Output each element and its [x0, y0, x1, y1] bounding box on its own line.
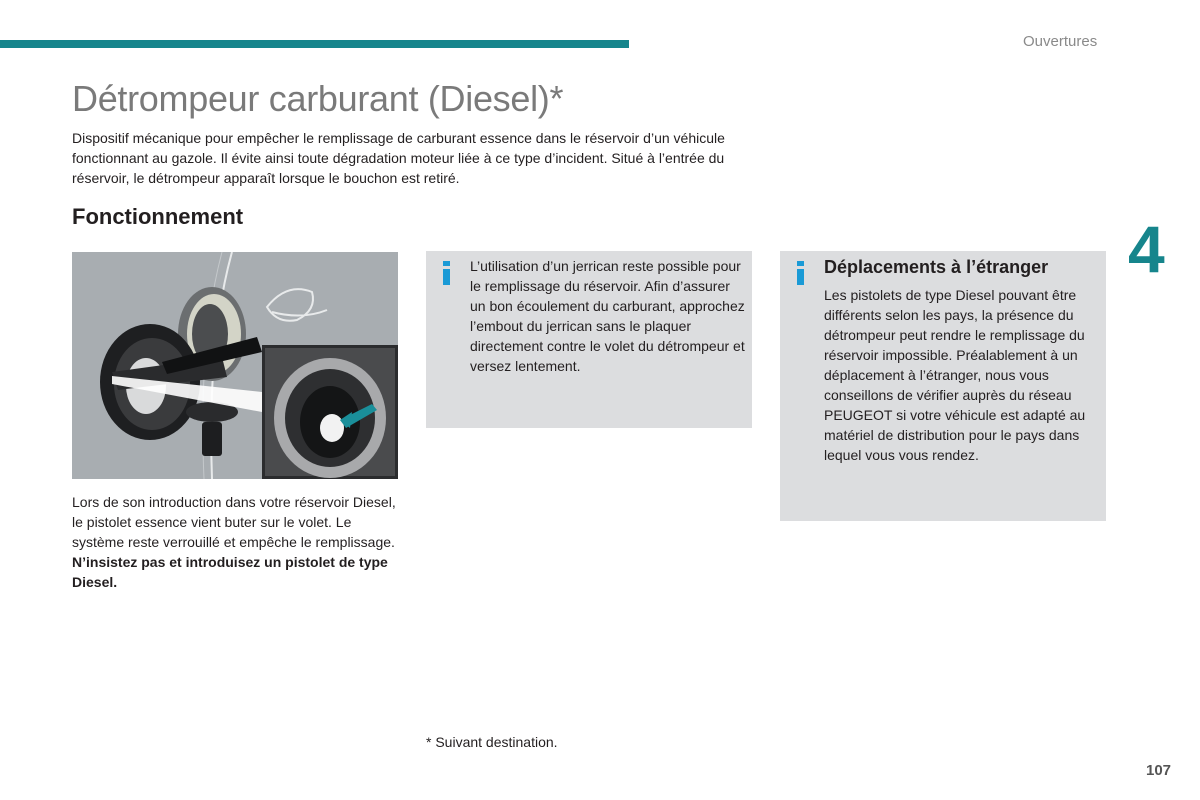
caption-text: Lors de son introduction dans votre réservoir Diesel, le pistolet essence vient buter sur le volet. Le système reste verrouillé et empêche le remplissage. — [72, 494, 396, 550]
section-label: Ouvertures — [1023, 33, 1098, 50]
chapter-number: 4 — [1128, 212, 1165, 286]
info-icon — [794, 261, 806, 285]
page-title: Détrompeur carburant (Diesel)* — [72, 78, 564, 119]
info-box-jerrican — [426, 251, 752, 428]
caption-warning: N’insistez pas et introduisez un pistolet de type Diesel. — [72, 554, 388, 590]
info-box-travel-text: Les pistolets de type Diesel pouvant être différents selon les pays, la présence du détrompeur peut rendre le remplissage du réservoir impossible. Préalablement à un déplacement à l’étranger, nous vous conseillons de vérifier auprès du réseau PEUGEOT si votre véhicule est adapté au matériel de distribution pour le pays dans lequel vous vous rendez. — [824, 287, 1086, 463]
info-box-travel — [780, 251, 1106, 521]
section-heading: Fonctionnement — [72, 204, 244, 229]
intro-paragraph: Dispositif mécanique pour empêcher le remplissage de carburant essence dans le réservoir d’un véhicule fonctionnant au gazole. Il évite ainsi toute dégradation moteur liée à ce type d’incident. Situé à l’entrée du réservoir, le détrompeur apparaît lorsque le bouchon est retiré. — [72, 130, 725, 186]
fuel-filler-illustration — [72, 252, 398, 479]
info-icon — [440, 261, 452, 285]
fuel-filler-diagram-icon — [72, 252, 398, 479]
info-box-travel-heading: Déplacements à l’étranger — [824, 257, 1049, 277]
figure-caption — [72, 492, 402, 592]
footnote: * Suivant destination. — [426, 734, 558, 750]
page-number: 107 — [1146, 762, 1172, 779]
info-box-jerrican-text: L’utilisation d’un jerrican reste possible pour le remplissage du réservoir. Afin d’assurer un bon écoulement du carburant, approchez l’embout du jerrican sans le plaquer directement contre le volet du détrompeur et versez lentement. — [470, 258, 745, 374]
header-accent-bar — [0, 40, 629, 48]
